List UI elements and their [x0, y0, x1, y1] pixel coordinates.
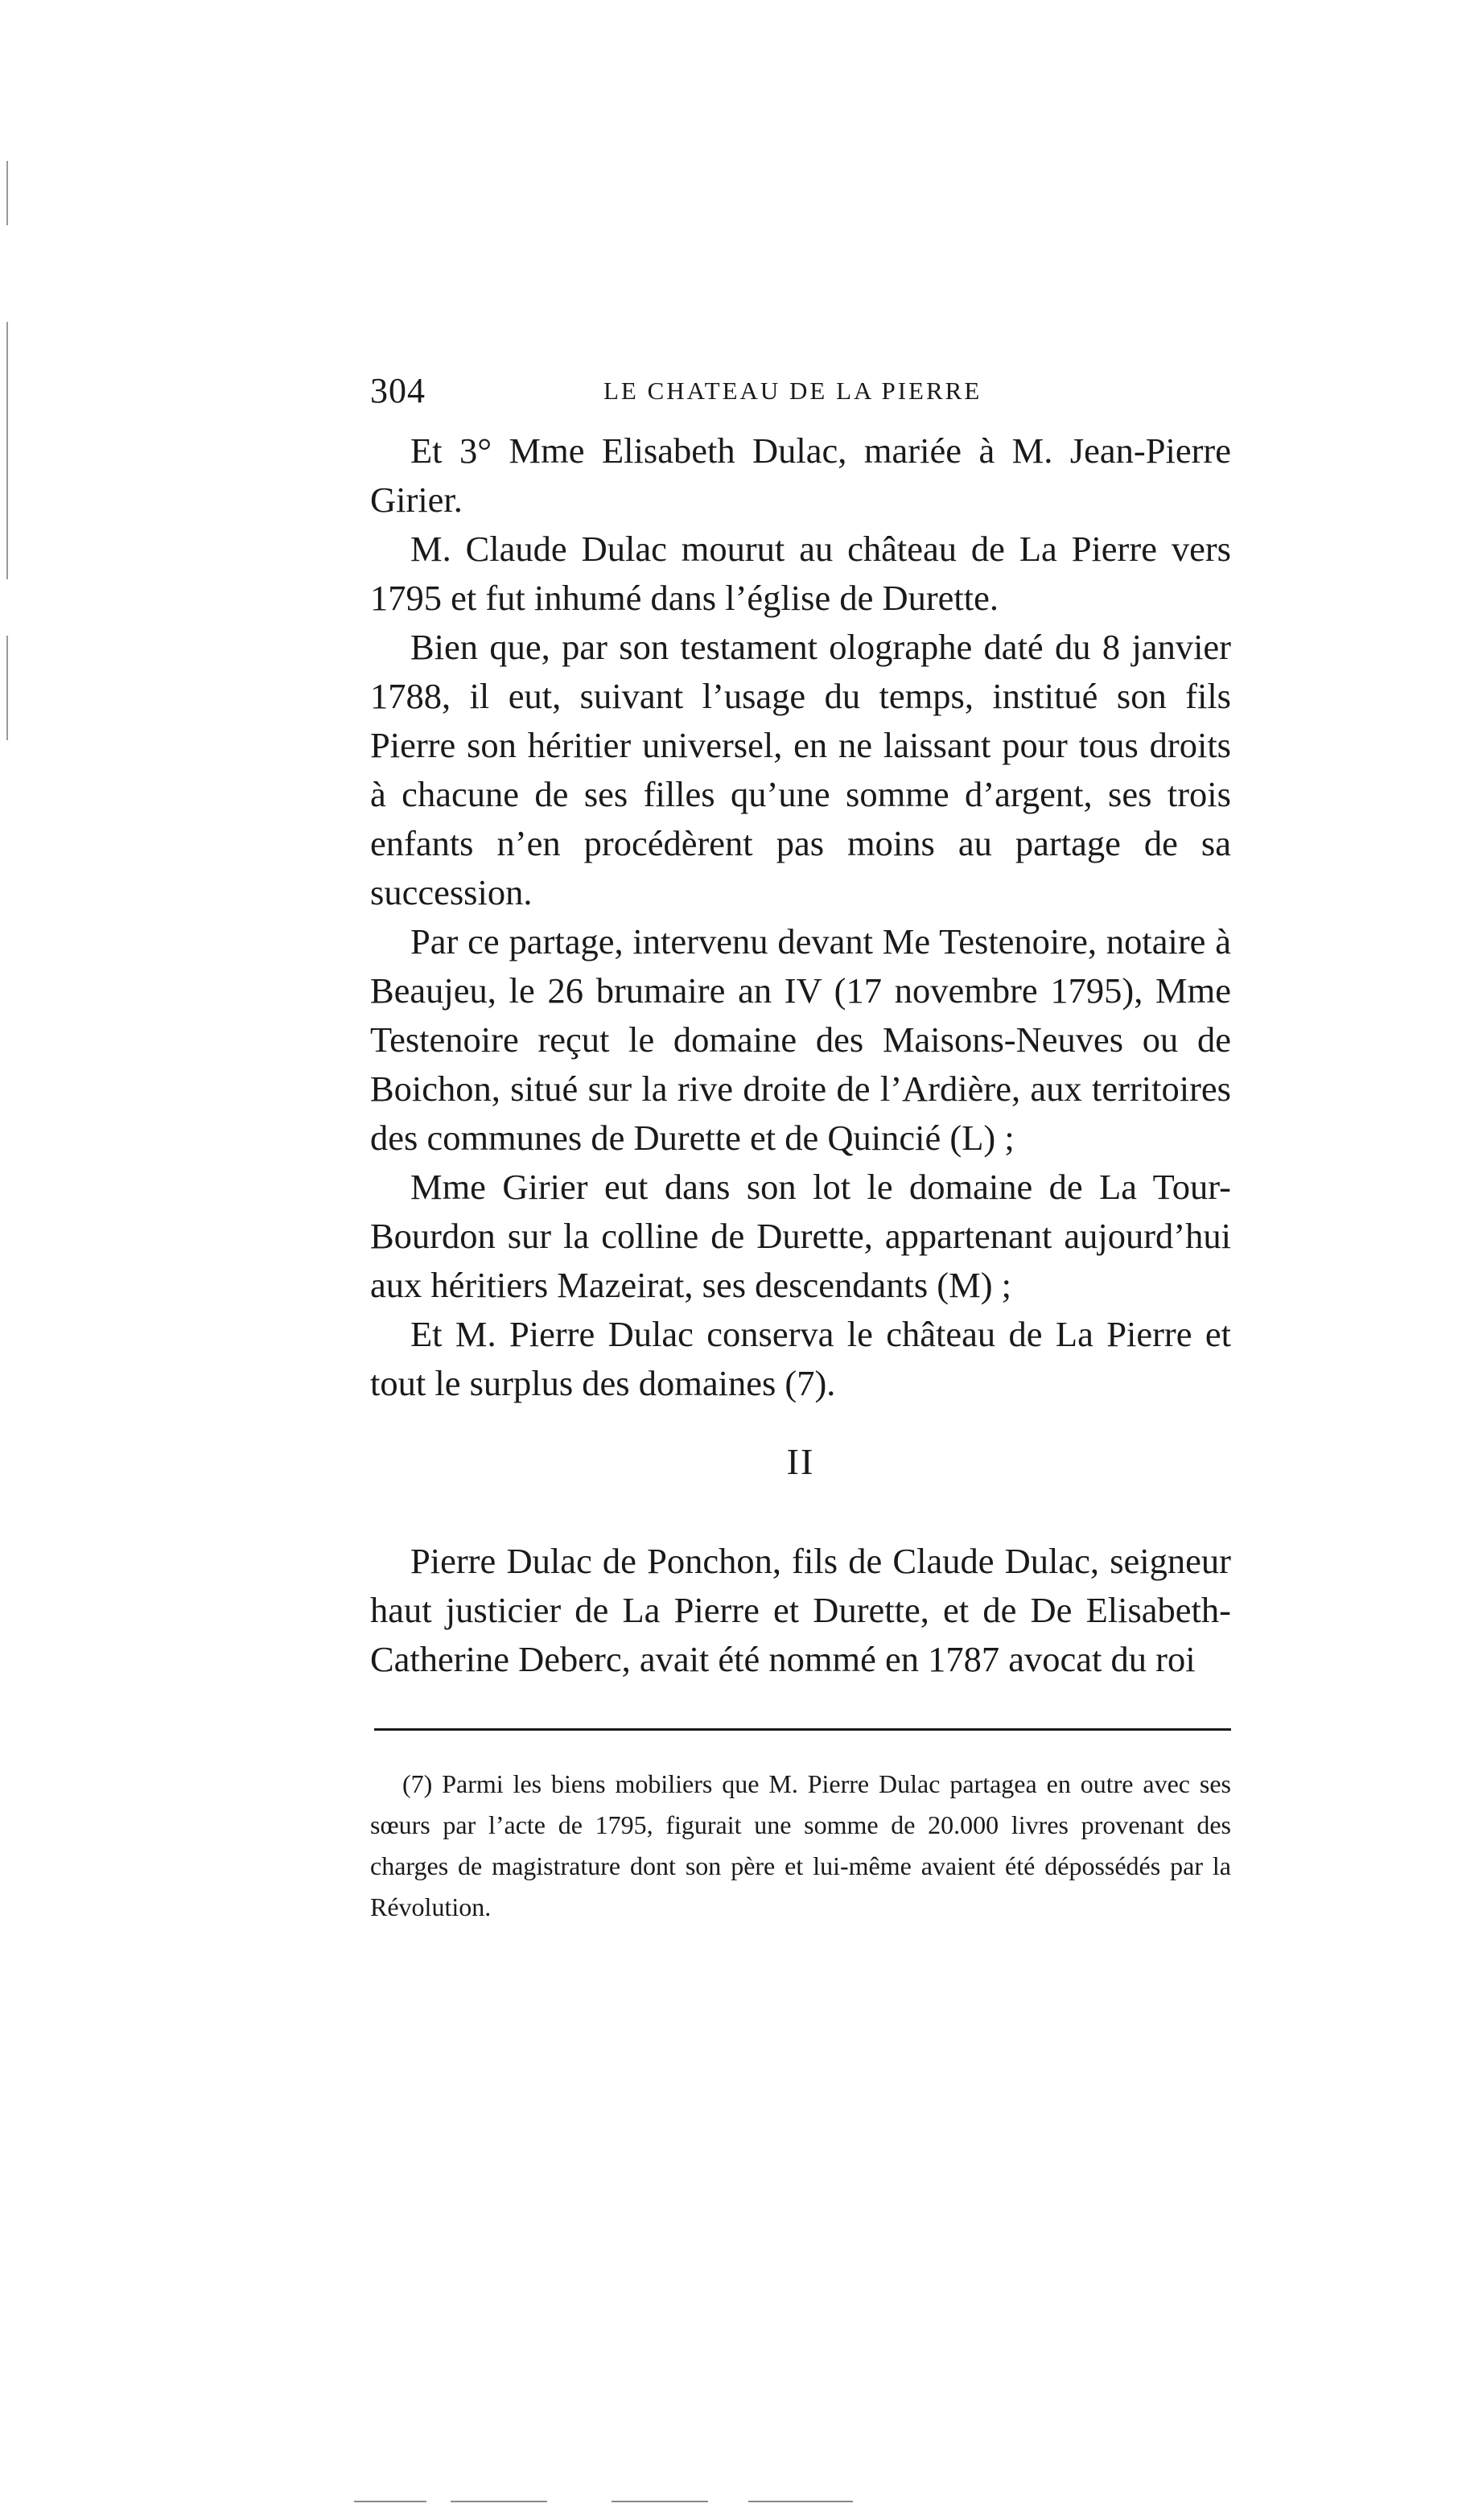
footnote-divider	[374, 1728, 1231, 1731]
page-edge-mark	[451, 2501, 547, 2502]
paragraph: Et 3° Mme Elisabeth Dulac, mariée à M. Jean-Pierre Girier.	[370, 430, 1231, 520]
page-number: 304	[370, 371, 426, 410]
page-edge-mark	[612, 2501, 708, 2502]
binding-edge-mark	[6, 636, 8, 740]
main-text	[370, 426, 1231, 1408]
page-header	[370, 370, 1231, 410]
binding-edge-mark	[6, 161, 8, 225]
paragraph: Mme Girier eut dans son lot le domaine de La Tour-Bourdon sur la colline de Durette, appartenant aujourd’hui aux héritiers Mazeirat, ses descendants (M) ;	[370, 1167, 1231, 1305]
footnote	[370, 1764, 1231, 1928]
paragraph: Et M. Pierre Dulac conserva le château de La Pierre et tout le surplus des domaines (7).	[370, 1314, 1231, 1403]
page-edge-mark	[354, 2501, 426, 2502]
paragraph: Par ce partage, intervenu devant Me Testenoire, notaire à Beaujeu, le 26 brumaire an IV (17 novembre 1795), Mme Testenoire reçut le domaine des Maisons-Neuves ou de Boichon, situé sur la rive droite de l’Ardière, aux territoires des communes de Durette et de Quincié (L) ;	[370, 921, 1231, 1158]
binding-edge-mark	[6, 322, 8, 579]
paragraph: M. Claude Dulac mourut au château de La Pierre vers 1795 et fut inhumé dans l’église de Durette.	[370, 529, 1231, 618]
page-edge-mark	[748, 2501, 853, 2502]
paragraph: Bien que, par son testament olographe daté du 8 janvier 1788, il eut, suivant l’usage du temps, institué son fils Pierre son héritier universel, en ne laissant pour tous droits à chacune de ses filles qu’une somme d’argent, ses trois enfants n’en procédèrent pas moins au partage de sa succession.	[370, 627, 1231, 912]
paragraph: Pierre Dulac de Ponchon, fils de Claude Dulac, seigneur haut justicier de La Pierre et Durette, et de De Elisabeth-Catherine Deberc, avait été nommé en 1787 avocat du roi	[370, 1541, 1231, 1679]
section-text	[370, 1537, 1231, 1684]
section-heading: II	[786, 1441, 815, 1482]
footnote-text: (7) Parmi les biens mobiliers que M. Pierre Dulac partagea en outre avec ses sœurs par l’acte de 1795, figurait une somme de 20.000 livres provenant des charges de magistrature dont son père et lui-même avaient été dépossédés par la Révolution.	[370, 1769, 1231, 1921]
running-title: LE CHATEAU DE LA PIERRE	[603, 377, 982, 405]
